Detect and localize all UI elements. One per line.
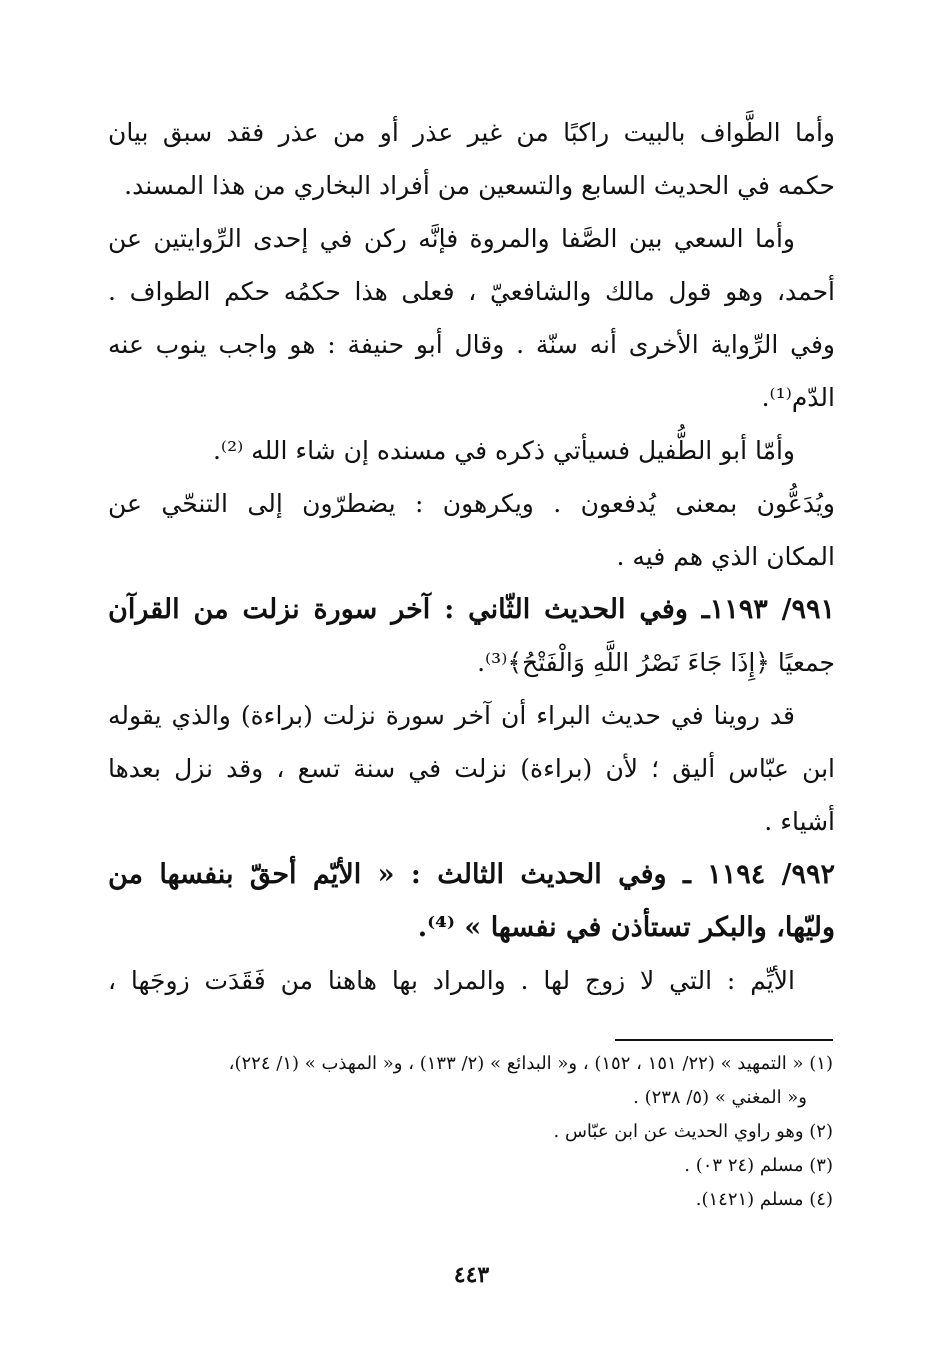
footnote: و« المغني » (٥/ ٢٣٨) . xyxy=(633,1087,807,1108)
text-line: وأما الطَّواف بالبيت راكبًا من غير عذر أو من عذر فقد سبق بيان xyxy=(108,118,835,147)
text-line: وفي الرِّواية الأخرى أنه سنّة . وقال أبو حنيفة : هو واجب ينوب عنه xyxy=(108,330,835,359)
text-line: حكمه في الحديث السابع والتسعين من أفراد البخاري من هذا المسند. xyxy=(124,171,835,200)
text-line: أحمد، وهو قول مالك والشافعيّ ، فعلى هذا حكمُه حكم الطواف . xyxy=(108,277,835,306)
page-number: ٤٤٣ xyxy=(453,1262,490,1288)
footnotes xyxy=(108,1047,833,1217)
hadith-heading: وليّها، والبكر تستأذن في نفسها » ⁽⁴⁾. xyxy=(417,912,835,943)
text-line: ويُدَعُّون بمعنى يُدفعون . ويكرهون : يضطرّون إلى التنحّي عن xyxy=(108,489,835,518)
text-line: ابن عبّاس أليق ؛ لأن (براءة) نزلت في سنة تسع ، وقد نزل بعدها xyxy=(108,754,835,783)
footnote-divider xyxy=(615,1039,833,1041)
footnote: (٤) مسلم (١٤٢١). xyxy=(695,1189,833,1210)
text-line: أشياء . xyxy=(764,807,835,836)
text-line: جمعيًا ﴿إِذَا جَاءَ نَصْرُ اللَّهِ وَالْفَتْحُ﴾⁽³⁾. xyxy=(477,648,835,677)
hadith-heading: ٩٩١/ ١١٩٣ـ وفي الحديث الثّاني : آخر سورة نزلت من القرآن xyxy=(108,594,835,625)
main-text xyxy=(108,106,835,1007)
text-line: قد روينا في حديث البراء أن آخر سورة نزلت (براءة) والذي يقوله xyxy=(108,701,795,730)
text-line: الأيِّم : التي لا زوج لها . والمراد بها هاهنا من فَقَدَت زوجَها ، xyxy=(108,966,795,995)
text-line: الدّم⁽¹⁾. xyxy=(761,383,835,412)
footnote: (٣) مسلم (٢٤ ٠٣) . xyxy=(684,1155,833,1176)
text-line: وأمّا أبو الطُّفيل فسيأتي ذكره في مسنده إن شاء الله ⁽²⁾. xyxy=(212,436,795,465)
footnote: (١) « التمهيد » (٢٢/ ١٥١ ، ١٥٢) ، و« البدائع » (٢/ ١٣٣) ، و« المهذب » (١/ ٢٢٤)، xyxy=(228,1053,833,1074)
text-line: وأما السعي بين الصَّفا والمروة فإنَّه ركن في إحدى الرِّوايتين عن xyxy=(108,224,795,253)
text-line: المكان الذي هم فيه . xyxy=(616,542,835,571)
footnote: (٢) وهو راوي الحديث عن ابن عبّاس . xyxy=(553,1121,833,1142)
hadith-heading: ٩٩٢/ ١١٩٤ ـ وفي الحديث الثالث : « الأيّم أحقّ بنفسها من xyxy=(108,859,835,890)
